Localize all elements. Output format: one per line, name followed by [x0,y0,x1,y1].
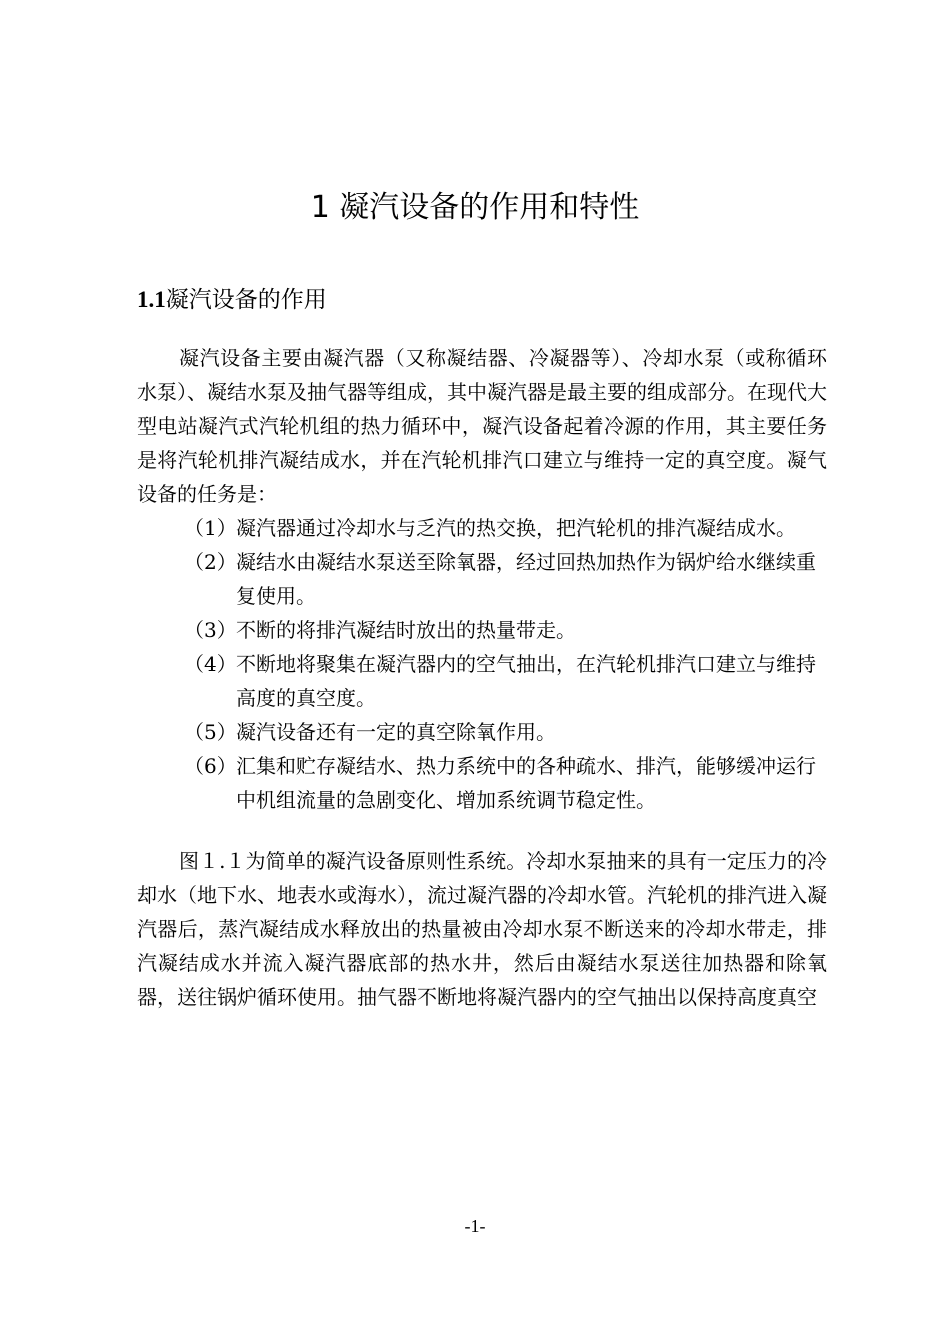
section-title: 凝汽设备的作用 [165,287,327,313]
task-item [184,511,824,545]
figure-description-paragraph: 图１.１为简单的凝汽设备原则性系统。冷却水泵抽来的具有一定压力的冷却水（地下水、地表水或海水），流过凝汽器的冷却水管。汽轮机的排汽进入凝汽器后，蒸汽凝结成水释放出的热量被由冷却水泵不断送来的冷却水带走，排汽凝结成水并流入凝汽器底部的热水井，然后由凝结水泵送往加热器和除氧器，送往锅炉循环使用。抽气器不断地将凝汽器内的空气抽出以保持高度真空 [137,849,827,1009]
task-item [184,715,824,749]
figure-description-block [137,844,827,1014]
task-text: 不断的将排汽凝结时放出的热量带走。 [236,618,576,642]
task-marker: （2） [184,550,237,574]
task-marker: （1） [184,516,237,540]
task-marker: （3） [184,618,237,642]
task-item [184,647,824,715]
section-number: 1.1 [137,287,166,312]
task-item [184,545,824,613]
task-list [184,511,824,817]
task-text: 凝汽设备还有一定的真空除氧作用。 [236,720,556,744]
task-marker: （5） [184,720,237,744]
intro-block [137,341,827,511]
task-text: 不断地将聚集在凝汽器内的空气抽出，在汽轮机排汽口建立与维持高度的真空度。 [236,652,816,710]
task-item [184,749,824,817]
page-number: -1- [464,1216,486,1236]
task-text: 凝汽器通过冷却水与乏汽的热交换，把汽轮机的排汽凝结成水。 [236,516,796,540]
task-text: 汇集和贮存凝结水、热力系统中的各种疏水、排汽，能够缓冲运行中机组流量的急剧变化、增加系统调节稳定性。 [236,754,816,812]
task-marker: （4） [184,652,237,676]
task-marker: （6） [184,754,237,778]
task-text: 凝结水由凝结水泵送至除氧器，经过回热加热作为锅炉给水继续重复使用。 [236,550,816,608]
intro-paragraph: 凝汽设备主要由凝汽器（又称凝结器、冷凝器等）、冷却水泵（或称循环水泵）、凝结水泵及抽气器等组成，其中凝汽器是最主要的组成部分。在现代大型电站凝汽式汽轮机组的热力循环中，凝汽设备起着冷源的作用，其主要任务是将汽轮机排汽凝结成水，并在汽轮机排汽口建立与维持一定的真空度。凝气设备的任务是： [137,346,827,506]
chapter-title: 1 凝汽设备的作用和特性 [310,190,640,225]
task-item [184,613,824,647]
section-heading [137,282,327,318]
